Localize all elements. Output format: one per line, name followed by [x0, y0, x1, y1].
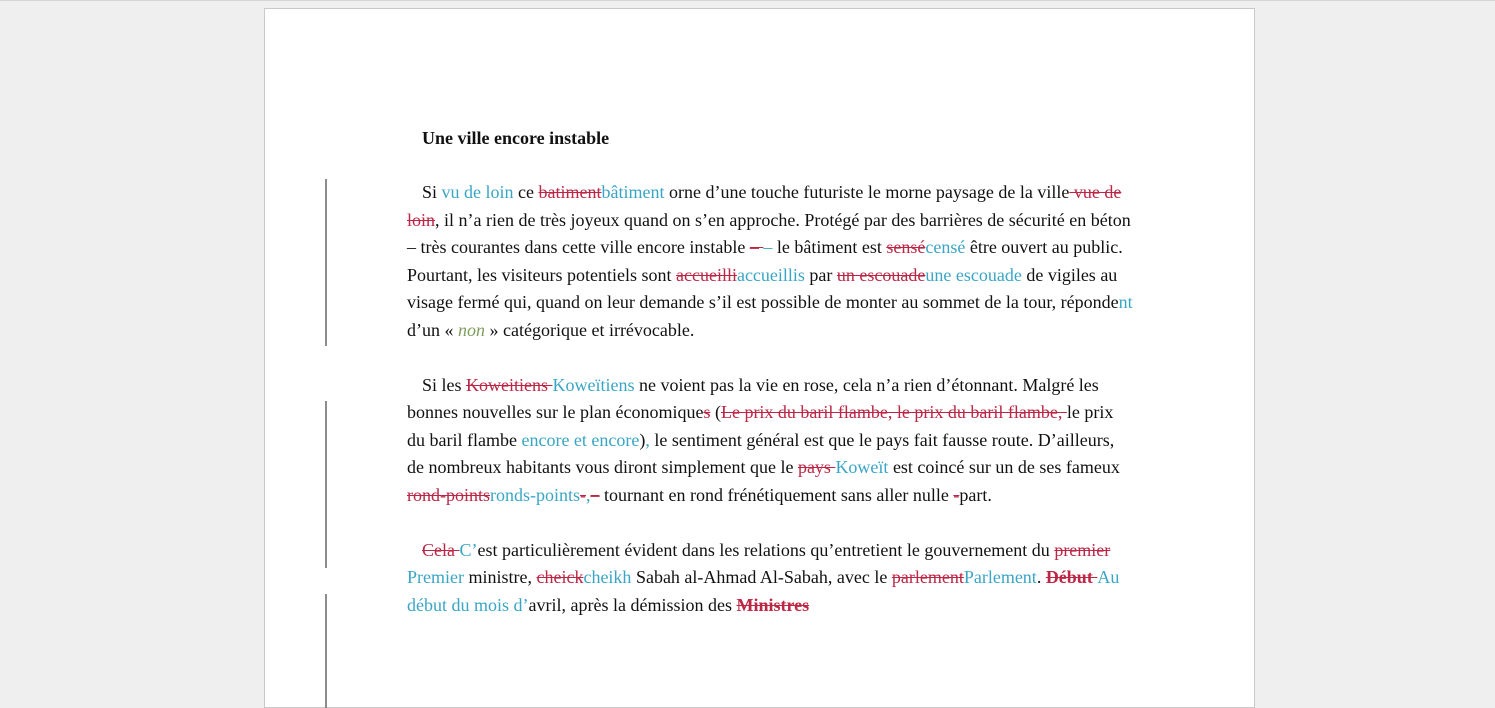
deleted-text: parlement	[891, 567, 964, 587]
special-text: non	[458, 319, 485, 340]
text-run: Si les	[422, 374, 467, 395]
deleted-text: pays	[797, 457, 836, 477]
deleted-text: premier	[1054, 539, 1111, 560]
text-run: d’un «	[407, 319, 458, 340]
inserted-text: C’	[459, 539, 478, 560]
inserted-text: ,	[586, 484, 591, 505]
paragraph[interactable]	[407, 372, 1134, 510]
text-run: le bâtiment est	[772, 237, 887, 257]
inserted-text: bâtiment	[601, 182, 665, 202]
text-run: part.	[959, 484, 992, 505]
deleted-text: Le prix du baril flambe, le prix du baril flambe,	[720, 402, 1067, 422]
text-run: tournant en rond frénétiquement sans aller nulle	[599, 484, 954, 505]
document-page	[264, 8, 1255, 708]
text-run: ce	[513, 182, 539, 202]
document-title: Une ville encore instable	[422, 128, 610, 148]
deleted-text: rond-points	[407, 484, 490, 505]
deleted-text: Ministres	[736, 594, 810, 615]
text-run: .	[1036, 567, 1046, 587]
deleted-text: Début	[1045, 567, 1098, 587]
text-run: (	[710, 402, 721, 422]
inserted-text: Koweït	[835, 457, 889, 477]
text-run: Sabah al-Ahmad Al-Sabah, avec le	[631, 567, 892, 587]
deleted-text: Cela	[422, 539, 460, 560]
inserted-text: Au début du mois d’	[407, 567, 1120, 615]
text-run: de vigiles au visage fermé qui, quand on leur demande s’il est possible de monter au sommet de la tour, réponde	[407, 264, 1119, 312]
text-run: ne voient pas la vie en rose, cela n’a rien d’étonnant. Malgré les bonnes nouvelles sur le plan économique	[407, 374, 1099, 422]
document-body[interactable]	[407, 179, 1134, 647]
text-run: le sentiment général est que le pays fait fausse route. D’ailleurs, de nombreux habitants vous diront simplement que le	[407, 429, 1115, 477]
deleted-text: -	[580, 484, 586, 505]
inserted-text: Koweïtiens	[552, 374, 635, 395]
inserted-text: accueillis	[736, 264, 805, 285]
deleted-text: cheick	[536, 567, 584, 587]
change-bar[interactable]	[325, 594, 327, 708]
text-run: est particulièrement évident dans les relations qu’entretient le gouvernement du	[477, 539, 1055, 560]
inserted-text: ronds-points	[490, 484, 580, 505]
text-run: Si	[422, 182, 442, 202]
deleted-text: batiment	[538, 182, 602, 202]
inserted-text: Premier	[407, 567, 464, 587]
deleted-text: –	[749, 237, 764, 257]
deleted-text: Koweitiens	[466, 374, 553, 395]
inserted-text: –	[763, 237, 773, 257]
text-run: )	[639, 429, 646, 450]
text-run: avril, après la démission des	[528, 594, 737, 615]
inserted-text: encore et encore	[521, 429, 640, 450]
window-top-border	[0, 0, 1495, 1]
inserted-text: censé	[925, 237, 966, 257]
deleted-text: sensé	[886, 237, 926, 257]
change-bar[interactable]	[325, 179, 327, 346]
text-run: être ouvert au public. Pourtant, les visiteurs potentiels sont	[407, 237, 1123, 285]
text-run: par	[804, 264, 837, 285]
text-run: , il n’a rien de très joyeux quand on s’en approche. Protégé par des barrières de sécurité en béton – très courantes dans cette ville encore instable	[407, 209, 1131, 257]
inserted-text: cheikh	[583, 567, 632, 587]
text-run: ministre,	[463, 567, 537, 587]
inserted-text: vu de loin	[441, 182, 514, 202]
paragraph[interactable]	[407, 537, 1134, 620]
deleted-text: un escouade	[836, 264, 926, 285]
paragraph[interactable]	[407, 179, 1134, 344]
change-bar[interactable]	[325, 401, 327, 568]
text-run: est coincé sur un de ses fameux	[888, 457, 1120, 477]
deleted-text: s	[703, 402, 711, 422]
deleted-text: accueilli	[675, 264, 737, 285]
text-run: le prix du baril flambe	[407, 402, 1114, 450]
text-run: » catégorique et irrévocable.	[485, 319, 695, 340]
deleted-text: vue de loin	[407, 182, 1122, 230]
inserted-text: une escouade	[925, 264, 1022, 285]
inserted-text: nt	[1118, 292, 1133, 312]
text-run: orne d’une touche futuriste le morne paysage de la ville	[664, 182, 1070, 202]
deleted-text: –	[590, 484, 600, 505]
inserted-text: ,	[645, 429, 650, 450]
inserted-text: Parlement	[963, 567, 1037, 587]
deleted-text: -	[953, 484, 960, 505]
